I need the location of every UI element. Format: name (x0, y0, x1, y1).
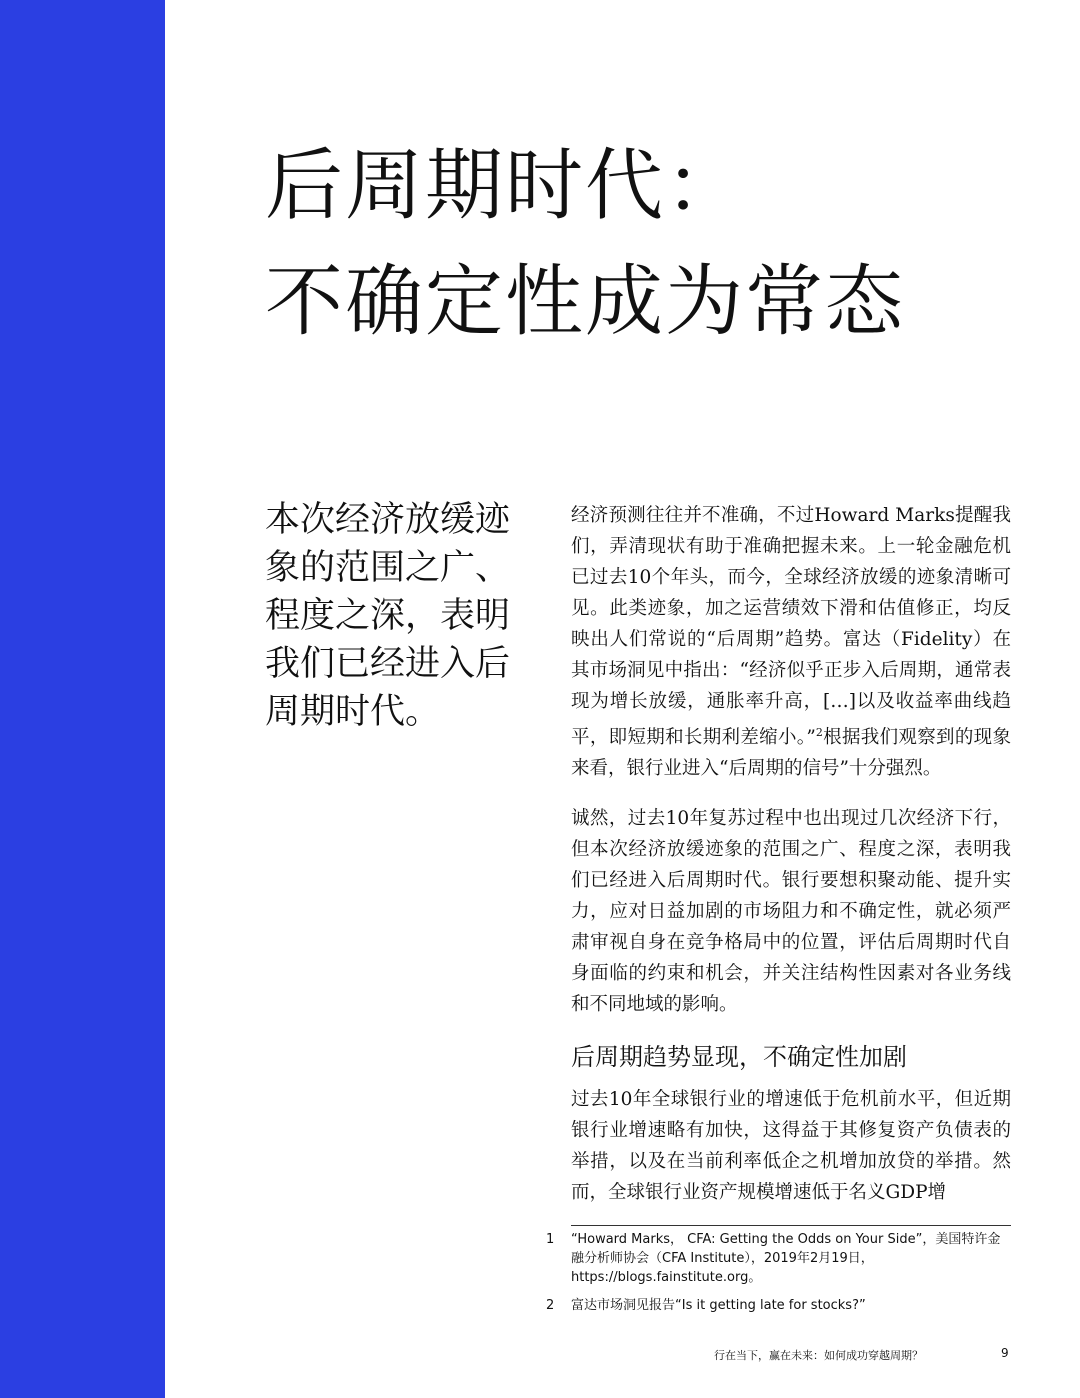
body-paragraph-3: 过去10年全球银行业的增速低于危机前水平，但近期银行业增速略有加快，这得益于其修复资产负债表的举措，以及在当前利率低企之机增加放贷的举措。然而，全球银行业资产规模增速低于名义GDP增 (571, 1089, 1011, 1204)
title-line-2: 不确定性成为常态 (265, 257, 906, 347)
body-paragraph-1 (571, 500, 1011, 784)
section-heading: 后周期趋势显现，不确定性加剧 (571, 1043, 907, 1072)
paragraph-1-tail: 根据我们观察到的现象来看，银行业进入“后周期的信号”十分强烈。 (571, 727, 1011, 780)
footnote-ref-2[interactable]: 2 (815, 726, 823, 739)
footnote-number: 2 (546, 1298, 555, 1313)
footnote-divider (571, 1225, 1011, 1226)
footnote-item (546, 1296, 1011, 1315)
body-column (571, 500, 1011, 1208)
footnote-text: 富达市场洞见报告“Is it getting late for stocks?” (571, 1298, 866, 1313)
side-color-bar (0, 0, 165, 1398)
footnote-item (546, 1230, 1011, 1287)
title-line-1: 后周期时代： (265, 141, 746, 231)
footnote-number: 1 (546, 1232, 555, 1247)
footnote-text: “Howard Marks， CFA: Getting the Odds on Your Side”，美国特许金融分析师协会（CFA Institute），2019年2月19日，https://blogs.fainstitute.org。 (571, 1232, 1001, 1285)
page-title (265, 128, 1045, 360)
page-number: 9 (1001, 1346, 1009, 1360)
running-footer: 行在当下，赢在未来：如何成功穿越周期？ (714, 1349, 923, 1362)
footnotes (546, 1230, 1011, 1324)
paragraph-1-text: 经济预测往往并不准确，不过Howard Marks提醒我们，弄清现状有助于准确把握未来。上一轮金融危机已过去10个年头，而今，全球经济放缓的迹象清晰可见。此类迹象，加之运营绩效下滑和估值修正，均反映出人们常说的“后周期”趋势。富达（Fidelity）在其市场洞见中指出：“经济似乎正步入后周期，通常表现为增长放缓，通胀率升高，[…]以及收益率曲线趋平，即短期和长期利差缩小。” (571, 505, 1011, 749)
body-paragraph-2: 诚然，过去10年复苏过程中也出现过几次经济下行，但本次经济放缓迹象的范围之广、程度之深，表明我们已经进入后周期时代。银行要想积聚动能、提升实力，应对日益加剧的市场阻力和不确定性，就必须严肃审视自身在竞争格局中的位置，评估后周期时代自身面临的约束和机会，并关注结构性因素对各业务线和不同地域的影响。 (571, 808, 1011, 1016)
pull-quote: 本次经济放缓迹象的范围之广、程度之深，表明我们已经进入后周期时代。 (265, 500, 511, 732)
